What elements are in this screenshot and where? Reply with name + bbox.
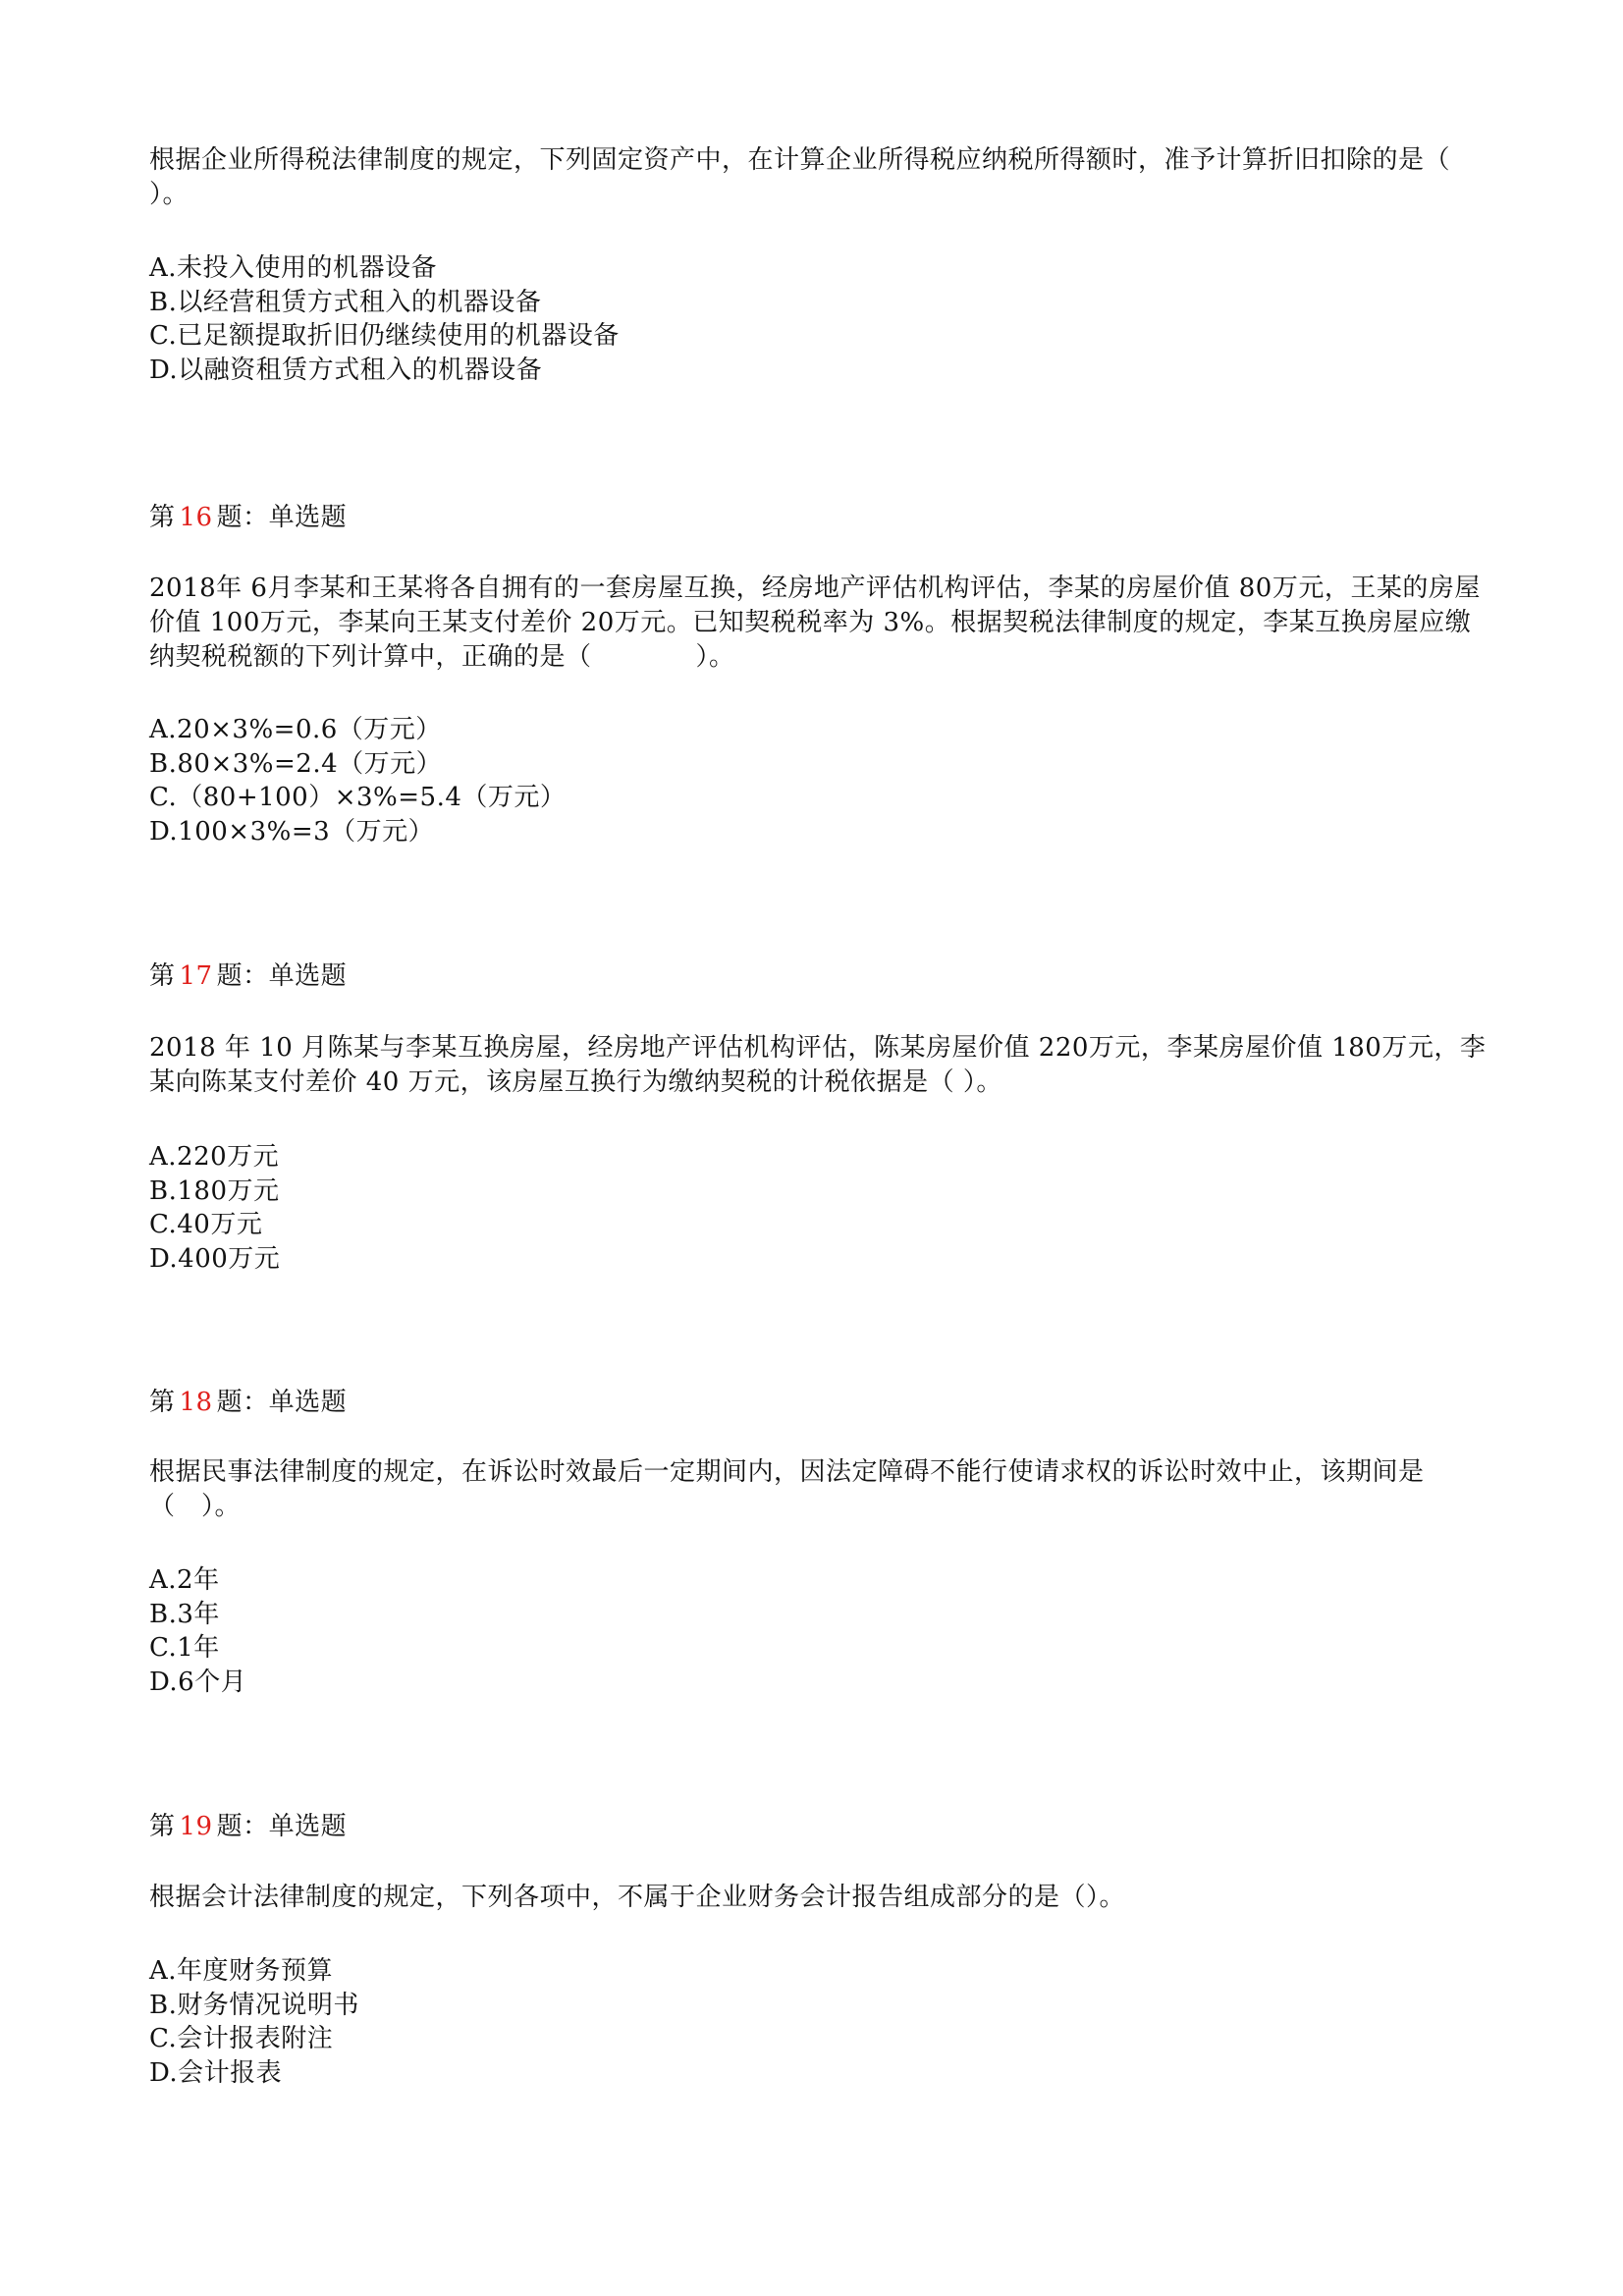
option-a: A.年度财务预算 [149, 1956, 334, 1986]
option-c: C.已足额提取折旧仍继续使用的机器设备 [149, 321, 620, 351]
question-17 [149, 1031, 1494, 1100]
option-d: D.6个月 [149, 1667, 247, 1697]
question-type: 题：单选题 [216, 961, 348, 991]
question-19 [149, 1881, 1494, 1915]
question-18 [149, 1455, 1494, 1524]
option-c: C.1年 [149, 1633, 220, 1663]
question-17-options [149, 1140, 1494, 1276]
option-c: C.会计报表附注 [149, 2024, 334, 2053]
option-d: D.会计报表 [149, 2057, 283, 2088]
question-18-options [149, 1563, 1494, 1699]
question-18-stem: 根据民事法律制度的规定，在诉讼时效最后一定期间内，因法定障碍不能行使请求权的诉讼时效中止，该期间是（ ）。 [149, 1457, 1425, 1521]
option-d: D.100×3%=3（万元） [149, 816, 435, 847]
question-15-stem: 根据企业所得税法律制度的规定，下列固定资产中，在计算企业所得税应纳税所得额时，准予计算折旧扣除的是（ ）。 [149, 145, 1451, 209]
option-a: A.20×3%=0.6（万元） [149, 715, 442, 744]
question-17-stem: 2018 年 10 月陈某与李某互换房屋，经房地产评估机构评估，陈某房屋价值 220万元，李某房屋价值 180万元，李某向陈某支付差价 40 万元，该房屋互换行为缴纳契税的计税依据是（ ）。 [149, 1033, 1487, 1097]
question-16-header [149, 501, 347, 534]
question-19-stem: 根据会计法律制度的规定，下列各项中，不属于企业财务会计报告组成部分的是（）。 [149, 1883, 1126, 1912]
question-15 [149, 143, 1494, 212]
question-prefix: 第 [149, 961, 176, 991]
question-19-header [149, 1810, 347, 1843]
question-prefix: 第 [149, 503, 176, 532]
option-b: B.3年 [149, 1599, 220, 1629]
question-prefix: 第 [149, 1812, 176, 1841]
question-19-options [149, 1954, 1494, 2090]
question-number: 17 [179, 961, 213, 991]
option-c: C.40万元 [149, 1210, 263, 1239]
question-16 [149, 572, 1494, 675]
option-b: B.180万元 [149, 1175, 280, 1206]
option-b: B.以经营租赁方式租入的机器设备 [149, 287, 542, 317]
question-17-header [149, 959, 347, 993]
question-number: 16 [179, 503, 213, 532]
question-type: 题：单选题 [216, 1812, 348, 1841]
question-18-header [149, 1386, 347, 1419]
question-type: 题：单选题 [216, 503, 348, 532]
option-a: A.220万元 [149, 1142, 280, 1172]
question-type: 题：单选题 [216, 1388, 348, 1417]
question-15-options [149, 251, 1494, 387]
question-prefix: 第 [149, 1388, 176, 1417]
option-d: D.400万元 [149, 1243, 281, 1274]
option-c: C.（80+100）×3%=5.4（万元） [149, 783, 567, 812]
option-b: B.80×3%=2.4（万元） [149, 748, 443, 779]
question-number: 18 [179, 1388, 213, 1417]
option-b: B.财务情况说明书 [149, 1990, 359, 2020]
question-16-stem: 2018年 6月李某和王某将各自拥有的一套房屋互换，经房地产评估机构评估，李某的房屋价值 80万元，王某的房屋价值 100万元，李某向王某支付差价 20万元。已知契税税率为 3%。根据契税法律制度的规定，李某互换房屋应缴纳契税税额的下列计算中，正确的是（ ）。 [149, 574, 1481, 672]
option-a: A.2年 [149, 1565, 220, 1595]
question-number: 19 [179, 1812, 213, 1841]
question-16-options [149, 713, 1494, 848]
option-d: D.以融资租赁方式租入的机器设备 [149, 355, 543, 385]
option-a: A.未投入使用的机器设备 [149, 253, 438, 283]
